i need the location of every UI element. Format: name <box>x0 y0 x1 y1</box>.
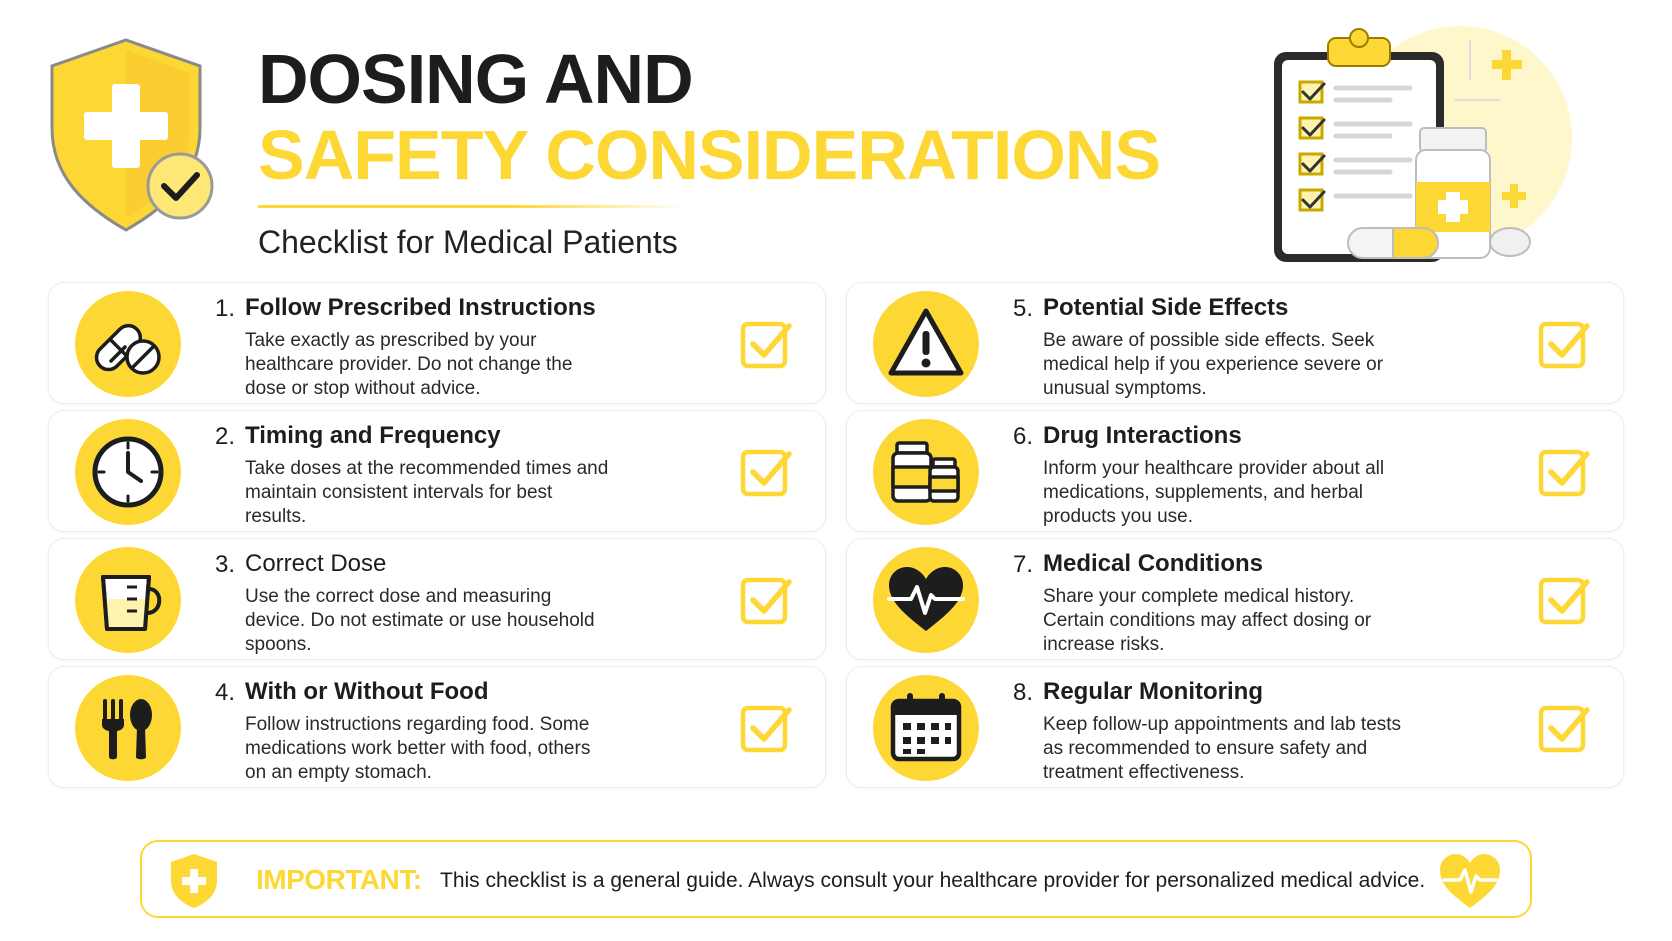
checkbox-checked-icon[interactable] <box>739 316 795 372</box>
item-description: Keep follow-up appointments and lab tests as recommended to ensure safety and treatment effectiveness. <box>1043 714 1402 783</box>
item-number: 4. <box>215 679 236 706</box>
fork-spoon-icon <box>75 675 181 781</box>
checklist-card-1 <box>48 282 826 404</box>
item-description: Use the correct dose and measuring device. Do not estimate or use household spoons. <box>245 586 595 655</box>
item-title: Drug Interactions <box>1043 422 1242 449</box>
checklist-card-4 <box>48 666 826 788</box>
page-subtitle: Checklist for Medical Patients <box>258 224 678 260</box>
calendar-icon <box>873 675 979 781</box>
item-number: 8. <box>1013 679 1034 706</box>
checklist-card-5 <box>846 282 1624 404</box>
checkbox-checked-icon[interactable] <box>1537 572 1593 628</box>
medicine-bottles-icon <box>873 419 979 525</box>
item-number: 2. <box>215 423 236 450</box>
measuring-cup-icon <box>75 547 181 653</box>
item-title: Potential Side Effects <box>1043 294 1289 321</box>
checklist-card-7 <box>846 538 1624 660</box>
checkbox-checked-icon[interactable] <box>739 700 795 756</box>
item-number: 3. <box>215 551 236 578</box>
item-description: Take doses at the recommended times and maintain consistent intervals for best results. <box>245 458 609 527</box>
checklist-card-2 <box>48 410 826 532</box>
checkbox-checked-icon[interactable] <box>739 444 795 500</box>
item-description: Be aware of possible side effects. Seek medical help if you experience severe or unusual symptoms. <box>1043 330 1384 399</box>
title-divider <box>258 205 688 208</box>
item-title: Timing and Frequency <box>245 422 501 449</box>
item-description: Share your complete medical history. Certain conditions may affect dosing or increase risks. <box>1043 586 1372 655</box>
important-banner <box>140 840 1532 918</box>
item-description: Inform your healthcare provider about all medications, supplements, and herbal products you use. <box>1043 458 1385 527</box>
checkbox-checked-icon[interactable] <box>739 572 795 628</box>
checklist-card-3 <box>48 538 826 660</box>
checklist-card-8 <box>846 666 1624 788</box>
important-text: This checklist is a general guide. Always consult your healthcare provider for personalized medical advice. <box>440 869 1426 892</box>
item-title: Regular Monitoring <box>1043 678 1263 705</box>
shield-cross-icon <box>168 852 220 910</box>
page-title-line2: SAFETY CONSIDERATIONS <box>258 116 1161 194</box>
checkbox-checked-icon[interactable] <box>1537 444 1593 500</box>
item-number: 7. <box>1013 551 1034 578</box>
checkbox-checked-icon[interactable] <box>1537 316 1593 372</box>
item-description: Take exactly as prescribed by your healthcare provider. Do not change the dose or stop without advice. <box>245 330 573 399</box>
item-title: Medical Conditions <box>1043 550 1264 577</box>
item-number: 6. <box>1013 423 1034 450</box>
heart-pulse-icon <box>1438 852 1502 910</box>
item-title: Correct Dose <box>245 550 387 577</box>
clipboard-medicine-illustration-icon <box>1270 20 1630 280</box>
item-number: 1. <box>215 295 236 322</box>
checkbox-checked-icon[interactable] <box>1537 700 1593 756</box>
item-description: Follow instructions regarding food. Some medications work better with food, others on an empty stomach. <box>245 714 591 783</box>
heartbeat-icon <box>873 547 979 653</box>
item-title: With or Without Food <box>245 678 489 705</box>
page-title-line1: DOSING AND <box>258 40 693 118</box>
clock-icon <box>75 419 181 525</box>
item-title: Follow Prescribed Instructions <box>245 294 596 321</box>
item-number: 5. <box>1013 295 1034 322</box>
checklist-card-6 <box>846 410 1624 532</box>
pills-icon <box>75 291 181 397</box>
shield-cross-check-icon <box>50 36 230 236</box>
important-label: IMPORTANT: <box>256 864 422 895</box>
warning-icon <box>873 291 979 397</box>
